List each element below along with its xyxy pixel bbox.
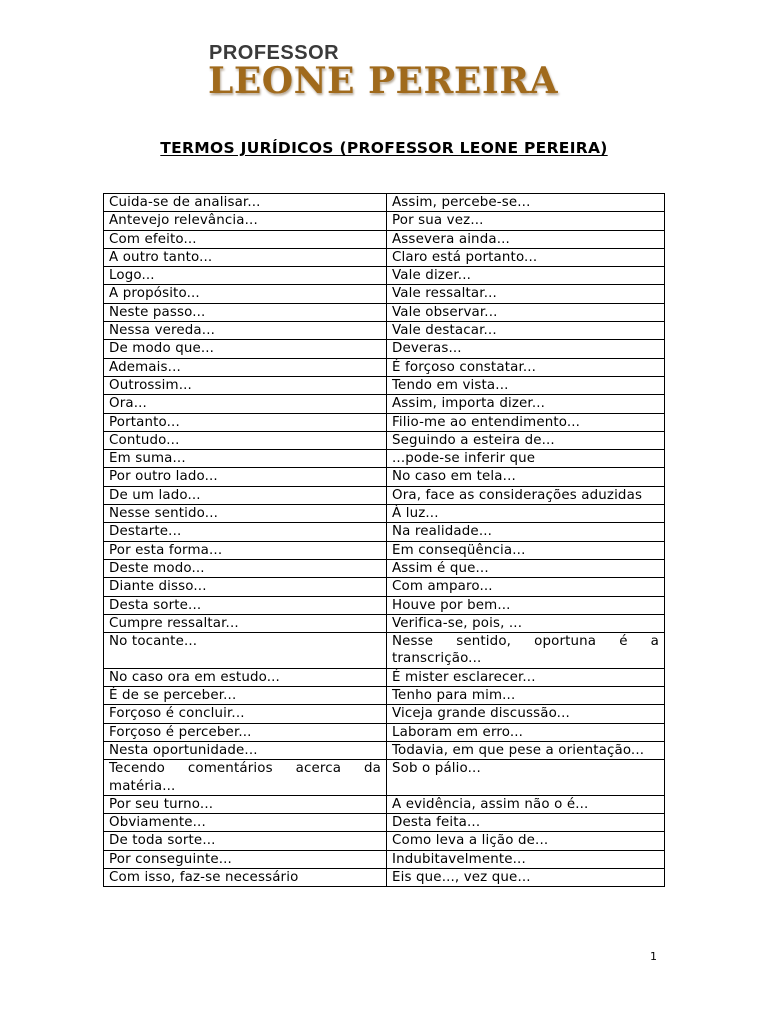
table-row xyxy=(104,248,665,266)
term-cell-left: Portanto... xyxy=(104,413,387,431)
terms-table-body xyxy=(104,194,665,887)
term-cell-right: Assevera ainda... xyxy=(387,230,665,248)
term-cell-right: Claro está portanto... xyxy=(387,248,665,266)
table-row xyxy=(104,212,665,230)
term-cell-right: Deveras... xyxy=(387,340,665,358)
table-row xyxy=(104,303,665,321)
term-cell-right: Seguindo a esteira de... xyxy=(387,431,665,449)
table-row xyxy=(104,413,665,431)
term-cell-left: De modo que... xyxy=(104,340,387,358)
page-number: 1 xyxy=(650,950,657,963)
term-cell-right: Como leva a lição de... xyxy=(387,832,665,850)
legal-terms-table xyxy=(103,193,665,887)
term-cell-left: Diante disso... xyxy=(104,578,387,596)
term-cell-left: Cumpre ressaltar... xyxy=(104,614,387,632)
term-cell-left: Ademais... xyxy=(104,358,387,376)
term-cell-right: Na realidade... xyxy=(387,523,665,541)
term-cell-right: Indubitavelmente... xyxy=(387,850,665,868)
term-cell-left: Tecendo comentários acerca da matéria... xyxy=(104,760,387,796)
term-cell-right: Eis que..., vez que... xyxy=(387,868,665,886)
term-cell-left: Cuida-se de analisar... xyxy=(104,194,387,212)
table-row xyxy=(104,285,665,303)
term-cell-left: Obviamente... xyxy=(104,814,387,832)
term-cell-right: Vale observar... xyxy=(387,303,665,321)
table-row xyxy=(104,322,665,340)
term-cell-right: Vale ressaltar... xyxy=(387,285,665,303)
term-cell-right: É forçoso constatar... xyxy=(387,358,665,376)
term-cell-left: Nessa vereda... xyxy=(104,322,387,340)
term-cell-left: Em suma... xyxy=(104,450,387,468)
table-row xyxy=(104,596,665,614)
term-cell-left: No tocante... xyxy=(104,633,387,669)
term-cell-right: Filio-me ao entendimento... xyxy=(387,413,665,431)
table-row xyxy=(104,450,665,468)
term-cell-left: Forçoso é concluir... xyxy=(104,705,387,723)
term-cell-right: Por sua vez... xyxy=(387,212,665,230)
term-cell-left: É de se perceber... xyxy=(104,687,387,705)
table-row xyxy=(104,340,665,358)
term-cell-right: Verifica-se, pois, ... xyxy=(387,614,665,632)
term-cell-right: É mister esclarecer... xyxy=(387,668,665,686)
table-row xyxy=(104,358,665,376)
table-row xyxy=(104,633,665,669)
term-cell-right: Desta feita... xyxy=(387,814,665,832)
table-row xyxy=(104,431,665,449)
table-row xyxy=(104,705,665,723)
term-cell-right: Vale destacar... xyxy=(387,322,665,340)
table-row xyxy=(104,832,665,850)
term-cell-left: Destarte... xyxy=(104,523,387,541)
term-cell-right: Houve por bem... xyxy=(387,596,665,614)
term-cell-right: Tendo em vista... xyxy=(387,376,665,394)
table-row xyxy=(104,814,665,832)
table-row xyxy=(104,523,665,541)
professor-logo xyxy=(208,42,560,100)
term-cell-right: Com amparo... xyxy=(387,578,665,596)
term-cell-left: Outrossim... xyxy=(104,376,387,394)
term-cell-right: Todavia, em que pese a orientação... xyxy=(387,741,665,759)
term-cell-left: Desta sorte... xyxy=(104,596,387,614)
term-cell-right: ...pode-se inferir que xyxy=(387,450,665,468)
term-cell-left: Ora... xyxy=(104,395,387,413)
term-cell-right: À luz... xyxy=(387,505,665,523)
table-row xyxy=(104,559,665,577)
term-cell-left: Neste passo... xyxy=(104,303,387,321)
term-cell-left: Antevejo relevância... xyxy=(104,212,387,230)
term-cell-left: Com isso, faz-se necessário xyxy=(104,868,387,886)
term-cell-right: Assim é que... xyxy=(387,559,665,577)
table-row xyxy=(104,795,665,813)
term-cell-left: Nesta oportunidade... xyxy=(104,741,387,759)
term-cell-right: No caso em tela... xyxy=(387,468,665,486)
term-cell-right: Em conseqüência... xyxy=(387,541,665,559)
term-cell-left: Nesse sentido... xyxy=(104,505,387,523)
term-cell-right: Tenho para mim... xyxy=(387,687,665,705)
term-cell-left: Contudo... xyxy=(104,431,387,449)
term-cell-right: Nesse sentido, oportuna é a transcrição... xyxy=(387,633,665,669)
term-cell-left: No caso ora em estudo... xyxy=(104,668,387,686)
term-cell-left: Logo... xyxy=(104,267,387,285)
term-cell-left: Forçoso é perceber... xyxy=(104,723,387,741)
term-cell-right: Sob o pálio... xyxy=(387,760,665,796)
term-cell-right: Assim, percebe-se... xyxy=(387,194,665,212)
term-cell-right: Ora, face as considerações aduzidas xyxy=(387,486,665,504)
logo-line-professor: PROFESSOR xyxy=(209,42,340,64)
table-row xyxy=(104,723,665,741)
term-cell-right: Viceja grande discussão... xyxy=(387,705,665,723)
table-row xyxy=(104,194,665,212)
term-cell-left: De toda sorte... xyxy=(104,832,387,850)
table-row xyxy=(104,760,665,796)
table-row xyxy=(104,541,665,559)
term-cell-left: Por outro lado... xyxy=(104,468,387,486)
table-row xyxy=(104,614,665,632)
table-row xyxy=(104,395,665,413)
term-cell-left: Por conseguinte... xyxy=(104,850,387,868)
table-row xyxy=(104,668,665,686)
term-cell-right: Laboram em erro... xyxy=(387,723,665,741)
term-cell-left: Deste modo... xyxy=(104,559,387,577)
term-cell-right: A evidência, assim não o é... xyxy=(387,795,665,813)
table-row xyxy=(104,741,665,759)
term-cell-left: A propósito... xyxy=(104,285,387,303)
table-row xyxy=(104,687,665,705)
table-row xyxy=(104,267,665,285)
logo-line-name: LEONE PEREIRA xyxy=(208,60,559,102)
table-row xyxy=(104,468,665,486)
term-cell-left: De um lado... xyxy=(104,486,387,504)
table-row xyxy=(104,868,665,886)
table-row xyxy=(104,376,665,394)
table-row xyxy=(104,578,665,596)
table-row xyxy=(104,486,665,504)
term-cell-left: Por seu turno... xyxy=(104,795,387,813)
table-row xyxy=(104,850,665,868)
term-cell-left: Por esta forma... xyxy=(104,541,387,559)
document-title: TERMOS JURÍDICOS (PROFESSOR LEONE PEREIRA) xyxy=(160,139,608,157)
term-cell-left: A outro tanto... xyxy=(104,248,387,266)
term-cell-left: Com efeito... xyxy=(104,230,387,248)
term-cell-right: Assim, importa dizer... xyxy=(387,395,665,413)
table-row xyxy=(104,505,665,523)
table-row xyxy=(104,230,665,248)
term-cell-right: Vale dizer... xyxy=(387,267,665,285)
